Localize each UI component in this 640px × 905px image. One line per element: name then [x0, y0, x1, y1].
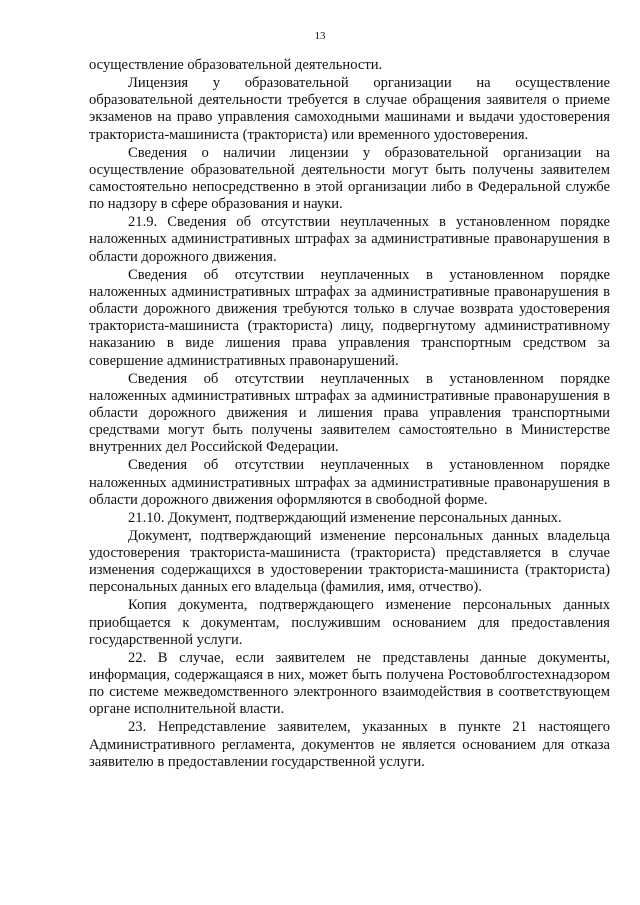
paragraph-fines-source: Сведения об отсутствии неуплаченных в установленном порядке наложенных административных штрафах за административные правонарушения в области дорожного движения и лишения права управления транспортными средствами могут быть получены заявителем самостоятельно в Министерстве внутренних дел Российской Федерации.: [89, 370, 610, 456]
paragraph-personal-data-copy: Копия документа, подтверждающего изменение персональных данных приобщается к документам, послужившим основанием для предоставления государственной услуги.: [89, 597, 610, 648]
paragraph-continuation: осуществление образовательной деятельности.: [89, 57, 383, 73]
paragraph-license-requirement: Лицензия у образовательной организации на осуществление образовательной деятельности требуется в случае обращения заявителя о приеме экзаменов на право управления самоходными машинами и выдачи удостоверения тракториста-машиниста (тракториста) или временного удостоверения.: [89, 75, 610, 143]
paragraph-23: 23. Непредставление заявителем, указанных в пункте 21 настоящего Административного регламента, документов не является основанием для отказа заявителю в предоставлении государственной услуги.: [89, 719, 610, 770]
paragraph-21-9-heading: 21.9. Сведения об отсутствии неуплаченных в установленном порядке наложенных административных штрафах за административные правонарушения в области дорожного движения.: [89, 214, 610, 265]
paragraph-license-info: Сведения о наличии лицензии у образовательной организации на осуществление образовательной деятельности могут быть получены заявителем самостоятельно непосредственно в этой организации либо в Федеральной службе по надзору в сфере образования и науки.: [89, 144, 610, 213]
paragraph-fines-required: Сведения об отсутствии неуплаченных в установленном порядке наложенных административных штрафах за административные правонарушения в области дорожного движения требуются только в случае возврата удостоверения тракториста-машиниста (тракториста) лицу, подвергнутому административному наказанию в виде лишения права управления транспортным средством за совершение административных правонарушений.: [89, 266, 610, 369]
page-number: 13: [314, 30, 326, 42]
paragraph-22: 22. В случае, если заявителем не представлены данные документы, информация, содержащаяся в них, может быть получена Ростовоблгостехнадзором по системе межведомственного электронного взаимодействия в соответствующем органе исполнительной власти.: [89, 649, 610, 718]
paragraph-personal-data-doc: Документ, подтверждающий изменение персональных данных владельца удостоверения тракториста-машиниста (тракториста) представляется в случае изменения содержащихся в удостоверении тракториста-машиниста (тракториста) персональных данных его владельца (фамилия, имя, отчество).: [89, 527, 610, 596]
paragraph-fines-form: Сведения об отсутствии неуплаченных в установленном порядке наложенных административных штрафах за административные правонарушения в области дорожного движения оформляются в свободной форме.: [89, 457, 610, 508]
paragraph-21-10-heading: 21.10. Документ, подтверждающий изменение персональных данных.: [128, 509, 562, 526]
document-body: [89, 57, 610, 772]
